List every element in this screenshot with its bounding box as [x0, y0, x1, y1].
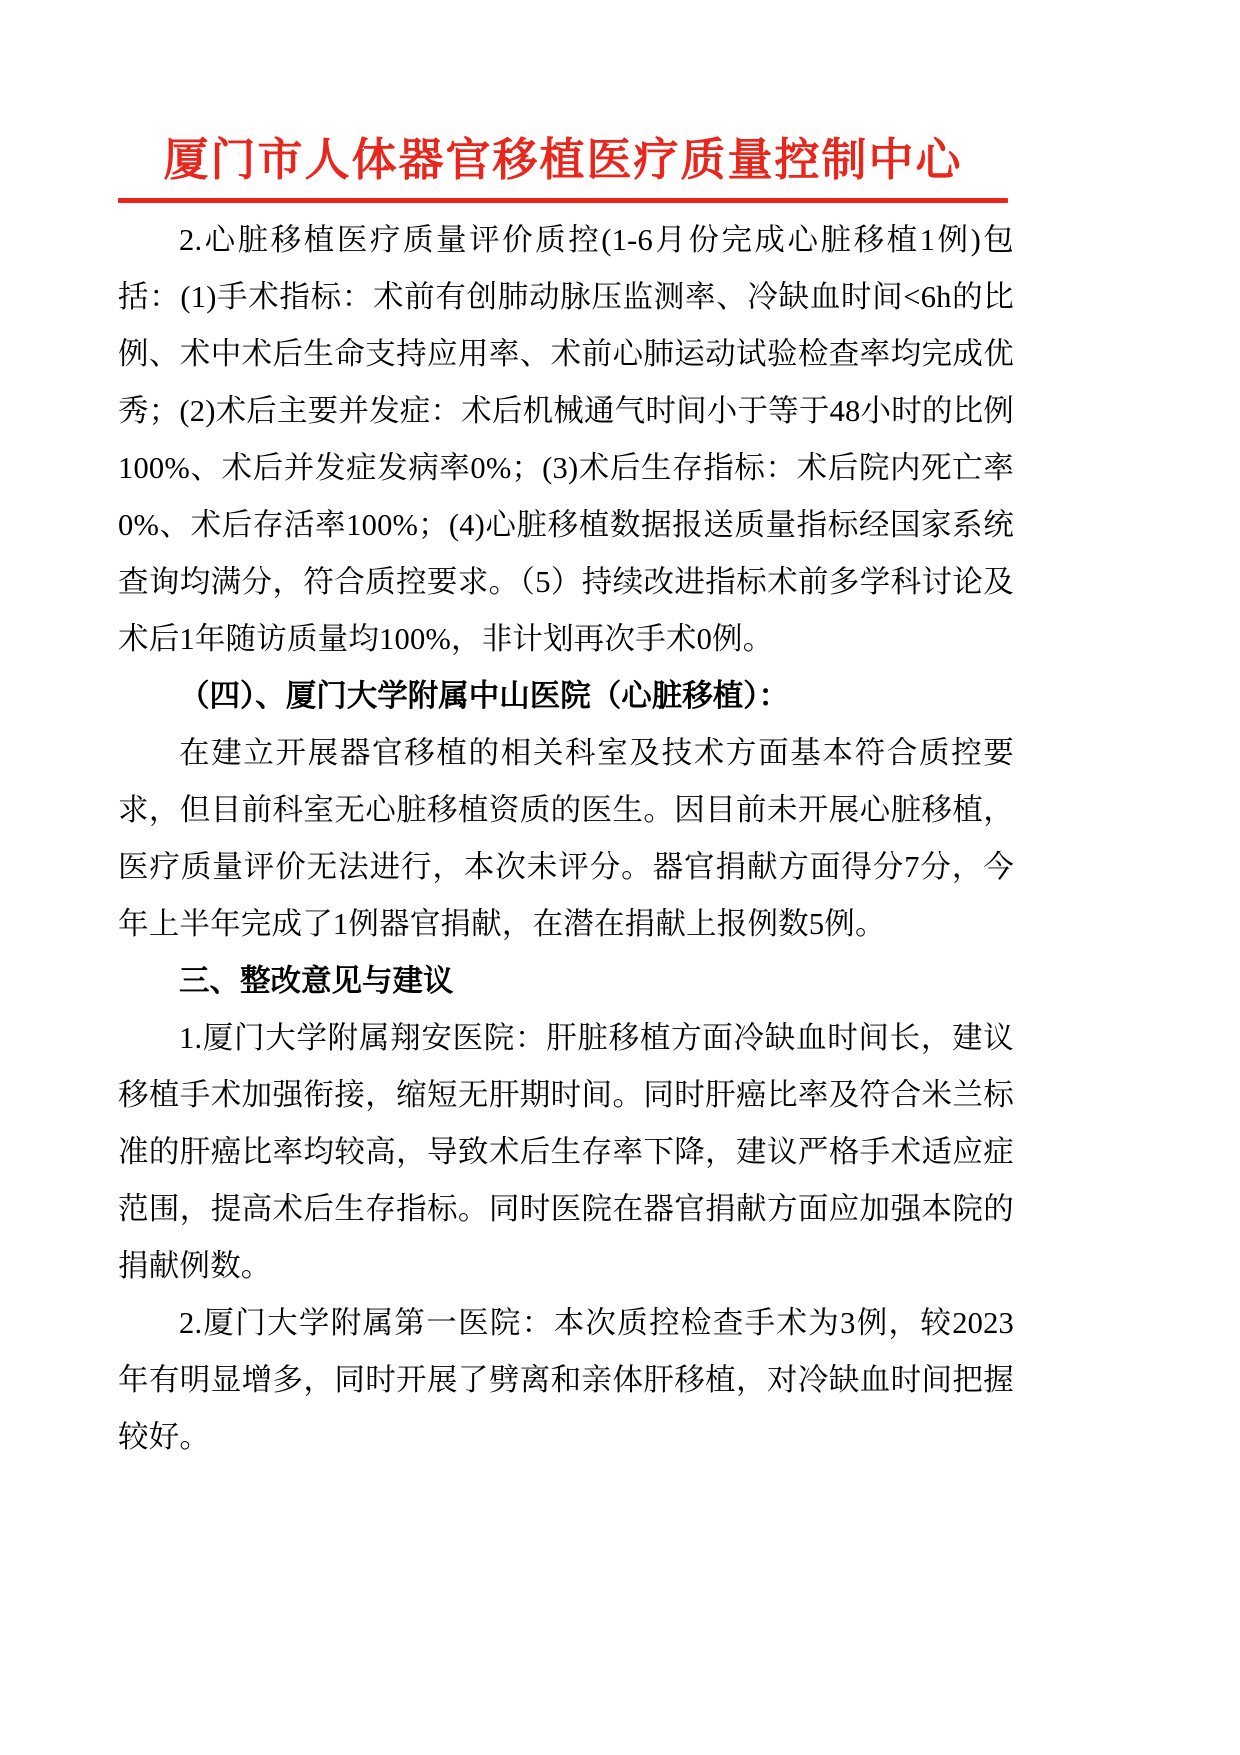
paragraph-zhongshan-hospital: 在建立开展器官移植的相关科室及技术方面基本符合质控要求，但目前科室无心脏移植资质的医生。因目前未开展心脏移植，医疗质量评价无法进行，本次未评分。器官捐献方面得分7分，今年上半年完成了1例器官捐献，在潜在捐献上报例数5例。 — [118, 736, 1014, 941]
paragraph-first-hospital: 2.厦门大学附属第一医院：本次质控检查手术为3例，较2023年有明显增多，同时开展了劈离和亲体肝移植，对冷缺血时间把握较好。 — [118, 1306, 1014, 1454]
heading-section-four-zhongshan: （四）、厦门大学附属中山医院（心脏移植）： — [179, 679, 789, 713]
letterhead — [118, 132, 1008, 203]
document-body — [118, 212, 1014, 1466]
letterhead-divider — [118, 198, 1008, 203]
heading-section-three-recommendations: 三、整改意见与建议 — [179, 964, 454, 998]
paragraph-xiangan-hospital: 1.厦门大学附属翔安医院：肝脏移植方面冷缺血时间长，建议移植手术加强衔接，缩短无肝期时间。同时肝癌比率及符合米兰标准的肝癌比率均较高，导致术后生存率下降，建议严格手术适应症范围，提高术后生存指标。同时医院在器官捐献方面应加强本院的捐献例数。 — [118, 1021, 1014, 1283]
letterhead-title: 厦门市人体器官移植医疗质量控制中心 — [163, 135, 963, 185]
paragraph-heart-transplant-quality: 2.心脏移植医疗质量评价质控(1-6月份完成心脏移植1例)包括：(1)手术指标：术前有创肺动脉压监测率、冷缺血时间<6h的比例、术中术后生命支持应用率、术前心肺运动试验检查率均完成优秀；(2)术后主要并发症：术后机械通气时间小于等于48小时的比例100%、术后并发症发病率0%；(3)术后生存指标：术后院内死亡率0%、术后存活率100%；(4)心脏移植数据报送质量指标经国家系统查询均满分，符合质控要求。（5）持续改进指标术前多学科讨论及术后1年随访质量均100%，非计划再次手术0例。 — [118, 223, 1014, 656]
